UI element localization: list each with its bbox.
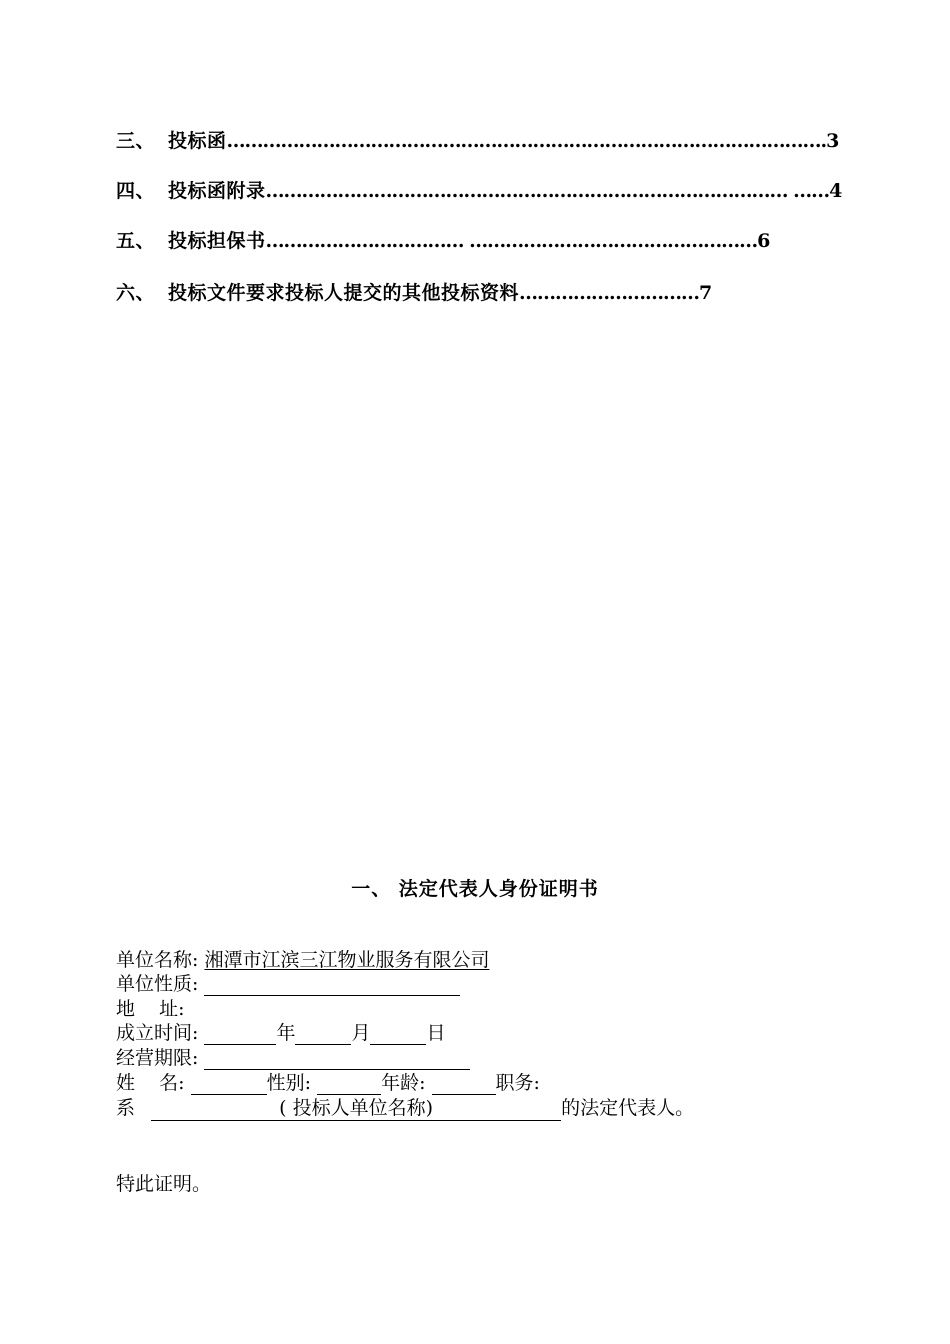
gender-blank[interactable] <box>317 1074 381 1095</box>
toc-number: 四、 <box>116 180 156 202</box>
name-blank[interactable] <box>191 1074 267 1095</box>
legal-rep-suffix: 的法定代表人。 <box>561 1097 695 1119</box>
business-term-line <box>116 1046 470 1070</box>
unit-nature-blank[interactable] <box>204 975 460 996</box>
toc-leader-dots: ………………………… <box>519 282 700 304</box>
name-label: 姓 名: <box>116 1072 185 1094</box>
bidder-name-blank[interactable] <box>151 1096 561 1121</box>
legal-rep-line <box>116 1096 694 1121</box>
day-label: 日 <box>426 1022 446 1044</box>
toc-leader-dots: …………………………………………………………………………… …… <box>265 180 830 202</box>
business-term-label: 经营期限: <box>116 1047 199 1069</box>
year-blank[interactable] <box>204 1024 276 1045</box>
toc-number: 五、 <box>116 230 156 252</box>
toc-page-number: 7 <box>699 282 713 304</box>
toc-page-number: 3 <box>826 130 840 152</box>
toc-label: 投标文件要求投标人提交的其他投标资料 <box>168 282 520 304</box>
section-title: 一、 法定代表人身份证明书 <box>351 878 599 900</box>
toc-page-number: 6 <box>757 230 771 252</box>
age-label: 年龄: <box>381 1072 426 1094</box>
established-line <box>116 1021 446 1045</box>
month-label: 月 <box>351 1022 371 1044</box>
age-blank[interactable] <box>432 1074 496 1095</box>
certify-line <box>116 1172 211 1196</box>
day-blank[interactable] <box>370 1024 426 1045</box>
toc-entry-bid-letter[interactable] <box>116 126 840 153</box>
unit-nature-label: 单位性质: <box>116 973 199 995</box>
unit-nature-line <box>116 972 460 996</box>
toc-leader-dots: ………………………………………………………………………………………. <box>226 130 827 152</box>
toc-entry-bid-guarantee[interactable] <box>116 226 771 253</box>
toc-entry-bid-letter-appendix[interactable] <box>116 176 843 203</box>
toc-entry-other-materials[interactable] <box>116 278 713 305</box>
bidder-name-placeholder: ( 投标人单位名称) <box>279 1097 433 1119</box>
unit-name-label: 单位名称: <box>116 949 199 971</box>
established-label: 成立时间: <box>116 1022 199 1044</box>
year-label: 年 <box>276 1022 296 1044</box>
unit-name-value: 湘潭市江滨三江物业服务有限公司 <box>204 949 490 971</box>
certify-text: 特此证明。 <box>116 1173 212 1195</box>
position-label: 职务: <box>495 1072 540 1094</box>
xi-label: 系 <box>116 1097 136 1119</box>
toc-leader-dots: …………………………… ………………………………………… <box>265 230 758 252</box>
gender-label: 性别: <box>266 1072 312 1094</box>
address-line <box>116 997 185 1021</box>
toc-number: 六、 <box>116 282 156 304</box>
business-term-blank[interactable] <box>204 1049 470 1070</box>
month-blank[interactable] <box>295 1024 351 1045</box>
toc-label: 投标担保书 <box>168 230 266 252</box>
toc-label: 投标函 <box>168 130 227 152</box>
unit-name-line <box>116 948 489 972</box>
address-label: 地 址: <box>116 998 185 1020</box>
toc-page-number: 4 <box>829 180 843 202</box>
toc-label: 投标函附录 <box>168 180 266 202</box>
toc-number: 三、 <box>116 130 156 152</box>
person-info-line <box>116 1071 540 1095</box>
